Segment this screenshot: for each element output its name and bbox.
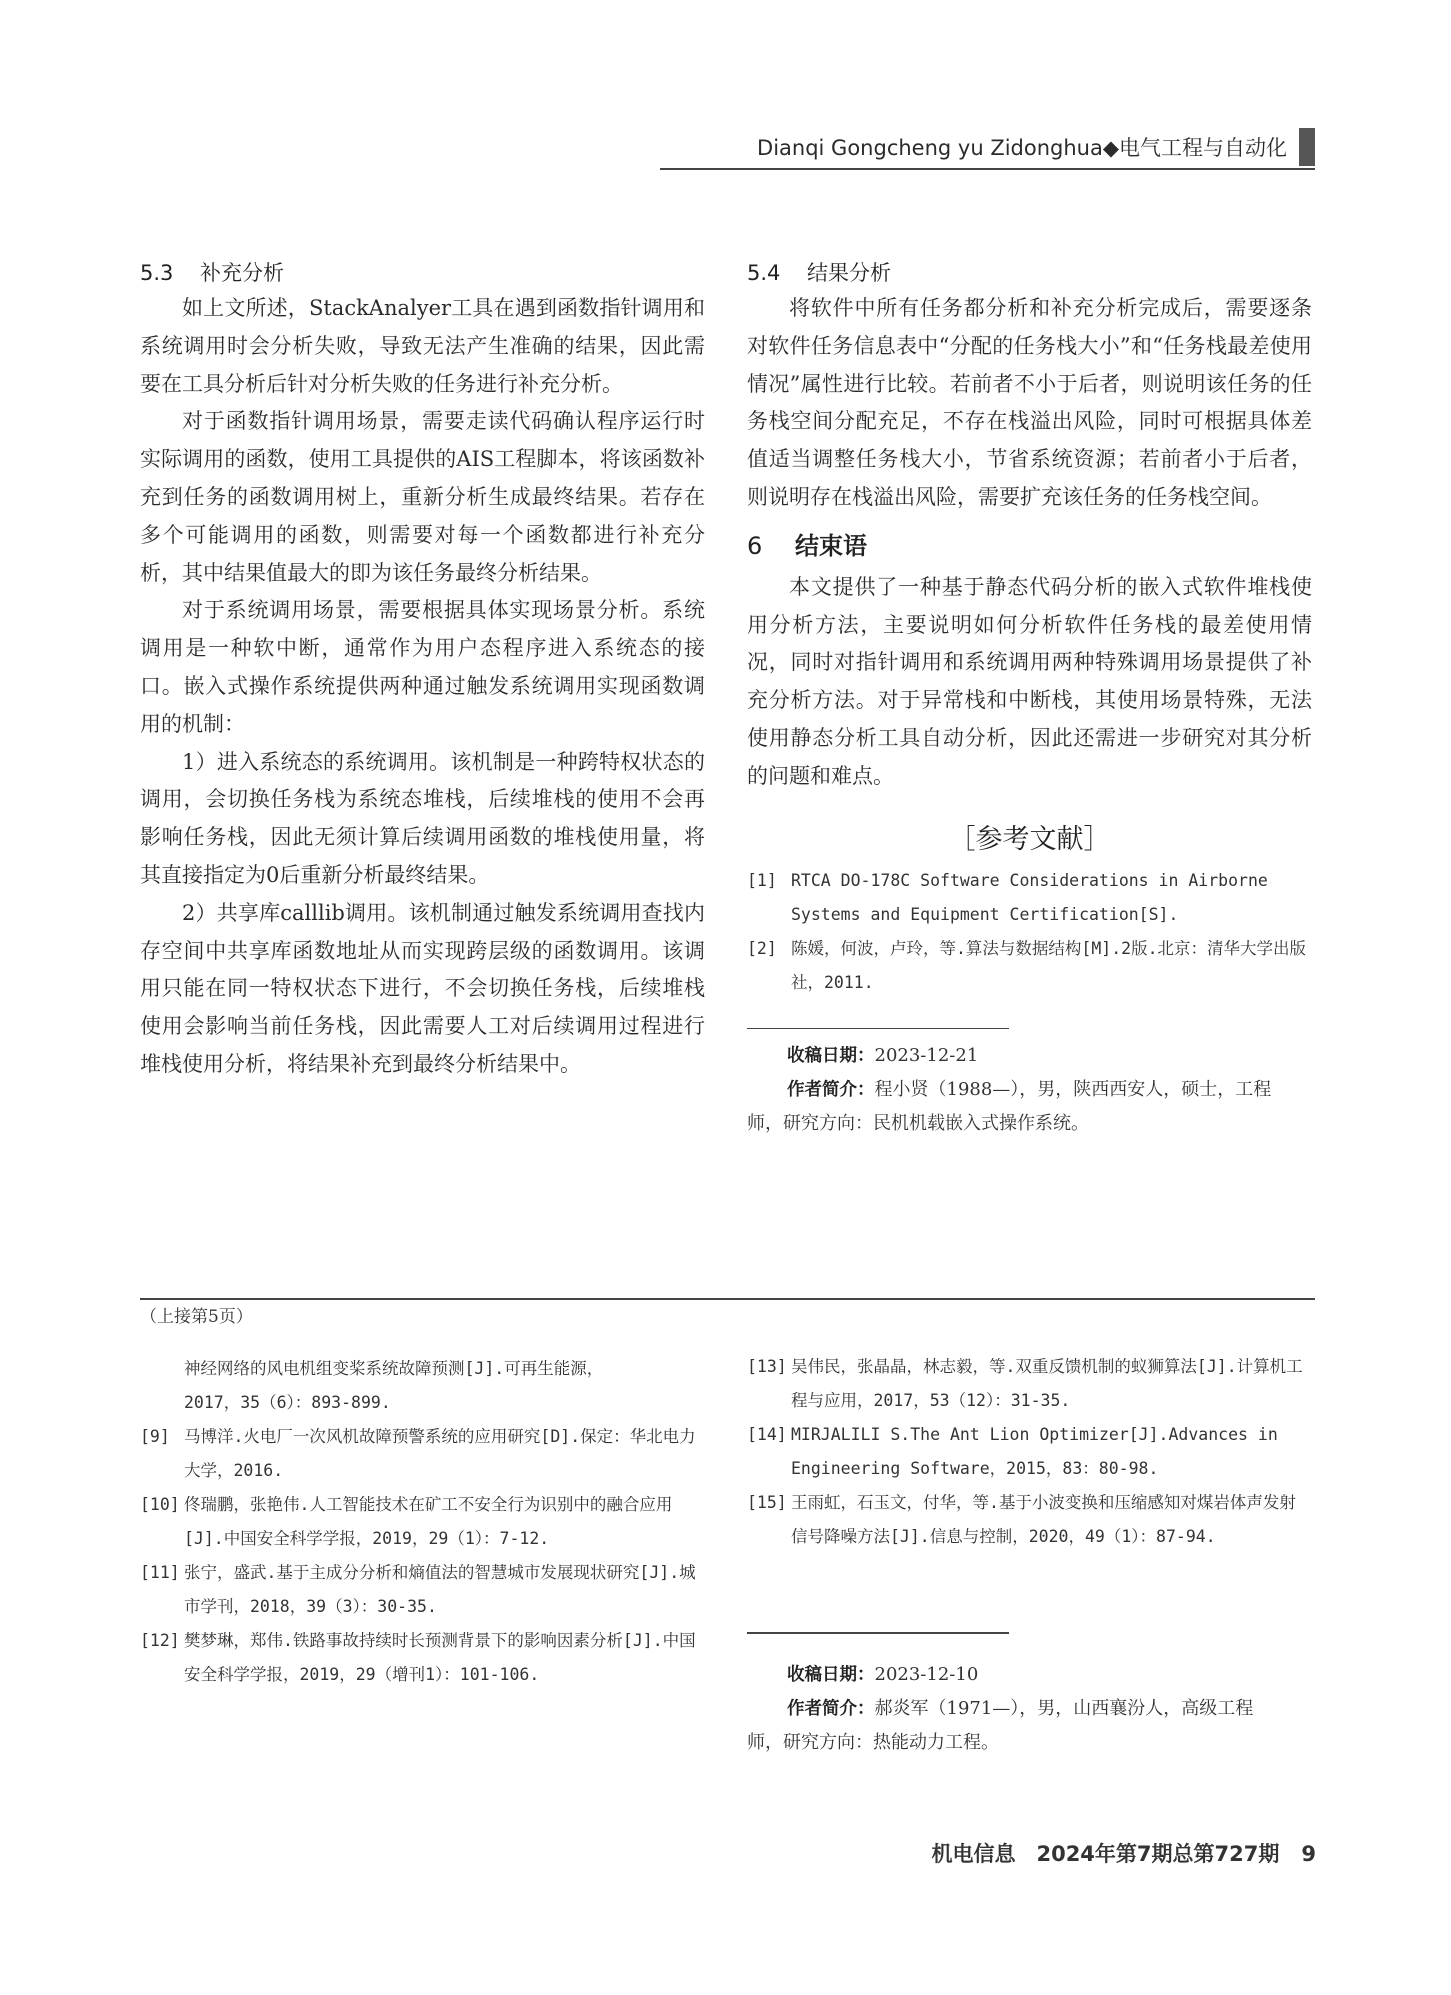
- continued-note: （上接第5页）: [140, 1307, 253, 1327]
- reference-item: [747, 1350, 1312, 1418]
- running-head-bar: [1299, 128, 1315, 166]
- reference-text: 吴伟民，张晶晶，林志毅，等.双重反馈机制的蚁狮算法[J].计算机工程与应用，2017，53（12）：31-35.: [791, 1357, 1303, 1410]
- page-number: 9: [1301, 1842, 1316, 1866]
- reference-item: [747, 1418, 1312, 1486]
- section-title: 结束语: [795, 531, 867, 560]
- received-label: 收稿日期：: [787, 1664, 875, 1685]
- reference-text: 佟瑞鹏，张艳伟.人工智能技术在矿工不安全行为识别中的融合应用[J].中国安全科学学报，2019，29（1）：7-12.: [184, 1495, 673, 1548]
- reference-text: RTCA DO-178C Software Considerations in Airborne Systems and Equipment Certification[S].: [791, 870, 1268, 924]
- paragraph: 对于函数指针调用场景，需要走读代码确认程序运行时实际调用的函数，使用工具提供的AIS工程脚本，将该函数补充到任务的函数调用树上，重新分析生成最终结果。若存在多个可能调用的函数，则需要对每一个函数都进行补充分析，其中结果值最大的即为该任务最终分析结果。: [140, 409, 705, 585]
- footnote-rule: [747, 1028, 1009, 1030]
- reference-text: 陈媛，何波，卢玲，等.算法与数据结构[M].2版.北京：清华大学出版社，2011.: [791, 938, 1307, 992]
- section-title: 补充分析: [200, 261, 284, 285]
- reference-text: MIRJALILI S.The Ant Lion Optimizer[J].Advances in Engineering Software，2015，83：80-98.: [791, 1425, 1278, 1478]
- section-heading-5-3: [140, 256, 705, 290]
- section-divider: [140, 1298, 1315, 1300]
- author-bio: [747, 1692, 1312, 1726]
- reference-text: 马博洋.火电厂一次风机故障预警系统的应用研究[D].保定：华北电力大学，2016.: [184, 1427, 696, 1480]
- section-heading-6: [747, 523, 1312, 569]
- reference-item: [140, 1624, 705, 1692]
- received-date: [747, 1039, 1312, 1073]
- continued-references-left: [140, 1352, 705, 1692]
- section-number: 5.3: [140, 261, 174, 285]
- section-number: 5.4: [747, 261, 781, 285]
- reference-number: [11]: [140, 1563, 180, 1582]
- author-label: 作者简介：: [787, 1698, 875, 1719]
- reference-item: [140, 1420, 705, 1488]
- paragraph: 对于系统调用场景，需要根据具体实现场景分析。系统调用是一种软中断，通常作为用户态程序进入系统态的接口。嵌入式操作系统提供两种通过触发系统调用实现函数调用的机制：: [140, 598, 705, 736]
- paragraph: 本文提供了一种基于静态代码分析的嵌入式软件堆栈使用分析方法，主要说明如何分析软件任务栈的最差使用情况，同时对指针调用和系统调用两种特殊调用场景提供了补充分析方法。对于异常栈和中断栈，其使用场景特殊，无法使用静态分析工具自动分析，因此还需进一步研究对其分析的问题和难点。: [747, 574, 1312, 788]
- received-value: 2023-12-10: [874, 1663, 979, 1685]
- running-head-text: Dianqi Gongcheng yu Zidonghua◆电气工程与自动化: [757, 136, 1287, 160]
- reference-item: [747, 932, 1312, 1000]
- left-column: [140, 256, 705, 1084]
- references-heading: ［参考文献］: [948, 823, 1111, 855]
- paragraph: 如上文所述，StackAnalyer工具在遇到函数指针调用和系统调用时会分析失败，导致无法产生准确的结果，因此需要在工具分析后针对分析失败的任务进行补充分析。: [140, 296, 705, 396]
- received-date: [747, 1658, 1312, 1692]
- reference-text: 张宁，盛武.基于主成分分析和熵值法的智慧城市发展现状研究[J].城市学刊，2018，39（3）：30-35.: [184, 1563, 696, 1616]
- reference-continuation: 2017，35（6）：893-899.: [184, 1393, 391, 1412]
- author-value: 程小贤（1988—），男，陕西西安人，硕士，工程: [874, 1079, 1272, 1101]
- section-heading-5-4: [747, 256, 1312, 290]
- reference-item: [140, 1556, 705, 1624]
- continued-references-right: [747, 1350, 1312, 1554]
- reference-item: [140, 1488, 705, 1556]
- author-bio-continued: 师，研究方向：热能动力工程。: [747, 1731, 999, 1753]
- reference-number: [15]: [747, 1493, 787, 1512]
- footnote-second-article: [747, 1632, 1312, 1760]
- page-footer: [931, 1838, 1316, 1868]
- paragraph: 2）共享库calllib调用。该机制通过触发系统调用查找内存空间中共享库函数地址从而实现跨层级的函数调用。该调用只能在同一特权状态下进行，不会切换任务栈，后续堆栈使用会影响当前任务栈，因此需要人工对后续调用过程进行堆栈使用分析，将结果补充到最终分析结果中。: [140, 900, 705, 1076]
- footnote-rule: [747, 1632, 1009, 1634]
- paragraph: 1）进入系统态的系统调用。该机制是一种跨特权状态的调用，会切换任务栈为系统态堆栈，后续堆栈的使用不会再影响任务栈，因此无须计算后续调用函数的堆栈使用量，将其直接指定为0后重新分析最终结果。: [140, 749, 705, 887]
- reference-number: [9]: [140, 1427, 170, 1446]
- reference-number: [2]: [747, 938, 777, 958]
- reference-number: [12]: [140, 1631, 180, 1650]
- author-bio: [747, 1073, 1312, 1107]
- reference-number: [1]: [747, 870, 777, 890]
- reference-text: 樊梦琳，郑伟.铁路事故持续时长预测背景下的影响因素分析[J].中国安全科学学报，2019，29（增刊1）：101-106.: [184, 1631, 696, 1684]
- author-value: 郝炎军（1971—），男，山西襄汾人，高级工程: [874, 1697, 1254, 1719]
- reference-number: [10]: [140, 1495, 180, 1514]
- journal-issue: 机电信息 2024年第7期总第727期: [931, 1842, 1280, 1866]
- reference-text: 王雨虹，石玉文，付华，等.基于小波变换和压缩感知对煤岩体声发射信号降噪方法[J].信息与控制，2020，49（1）：87-94.: [791, 1493, 1296, 1546]
- received-label: 收稿日期：: [787, 1046, 875, 1067]
- reference-number: [14]: [747, 1425, 787, 1444]
- section-number: 6: [747, 531, 763, 560]
- author-label: 作者简介：: [787, 1080, 875, 1101]
- author-bio-continued: 师，研究方向：民机机载嵌入式操作系统。: [747, 1113, 1089, 1135]
- reference-continuation: 神经网络的风电机组变桨系统故障预测[J].可再生能源，: [184, 1359, 604, 1378]
- received-value: 2023-12-21: [874, 1045, 979, 1067]
- paragraph: 将软件中所有任务都分析和补充分析完成后，需要逐条对软件任务信息表中“分配的任务栈大小”和“任务栈最差使用情况”属性进行比较。若前者不小于后者，则说明该任务的任务栈空间分配充足，不存在栈溢出风险，同时可根据具体差值适当调整任务栈大小，节省系统资源；若前者小于后者，则说明存在栈溢出风险，需要扩充该任务的任务栈空间。: [747, 296, 1312, 509]
- running-head-rule: [660, 168, 1315, 170]
- reference-item: [747, 1486, 1312, 1554]
- section-title: 结果分析: [807, 261, 891, 285]
- right-column: [747, 256, 1312, 1141]
- running-head: [660, 128, 1315, 170]
- reference-number: [13]: [747, 1357, 787, 1376]
- reference-item: [747, 864, 1312, 932]
